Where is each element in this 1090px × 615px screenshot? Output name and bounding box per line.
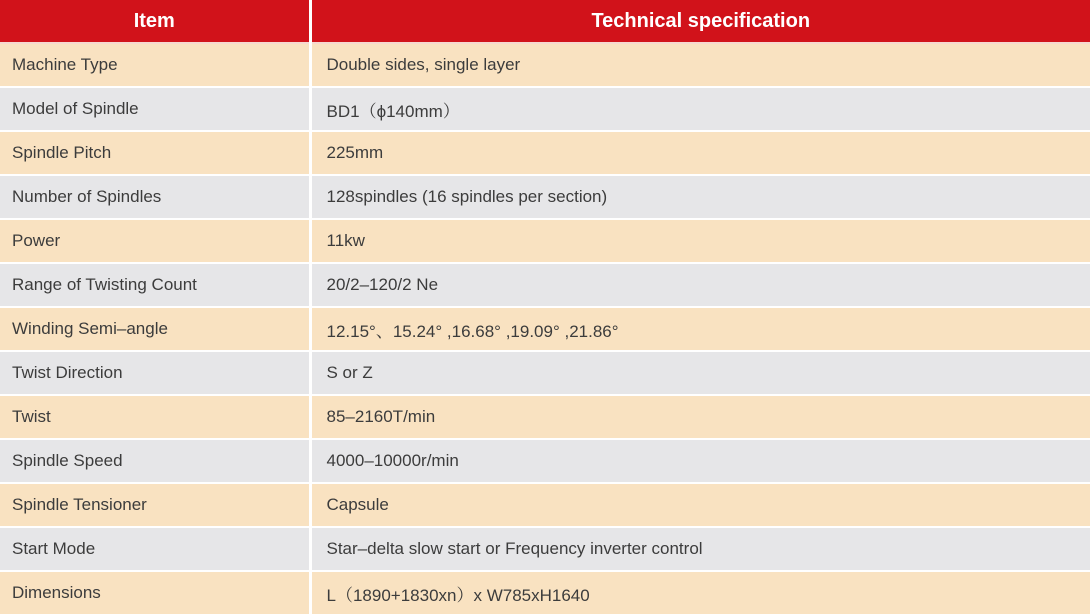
- table-row: [0, 527, 1090, 571]
- table-row: [0, 175, 1090, 219]
- spec-cell: 11kw: [310, 219, 1090, 263]
- table-body: [0, 43, 1090, 614]
- table-row: [0, 131, 1090, 175]
- spec-cell: Star–delta slow start or Frequency inverter control: [310, 527, 1090, 571]
- table-row: [0, 263, 1090, 307]
- item-cell: Twist Direction: [0, 351, 310, 395]
- spec-cell: 85–2160T/min: [310, 395, 1090, 439]
- table-row: [0, 219, 1090, 263]
- item-cell: Model of Spindle: [0, 87, 310, 131]
- table-header: [0, 0, 1090, 43]
- spec-cell: Capsule: [310, 483, 1090, 527]
- item-cell: Spindle Tensioner: [0, 483, 310, 527]
- spec-cell: L（1890+1830xn）x W785xH1640: [310, 571, 1090, 614]
- spec-cell: Double sides, single layer: [310, 43, 1090, 87]
- item-cell: Twist: [0, 395, 310, 439]
- spec-cell: BD1（ϕ140mm）: [310, 87, 1090, 131]
- table-row: [0, 439, 1090, 483]
- item-cell: Start Mode: [0, 527, 310, 571]
- spec-cell: S or Z: [310, 351, 1090, 395]
- column-header-item: Item: [0, 0, 310, 43]
- table-row: [0, 307, 1090, 351]
- spec-cell: 4000–10000r/min: [310, 439, 1090, 483]
- item-cell: Spindle Pitch: [0, 131, 310, 175]
- item-cell: Dimensions: [0, 571, 310, 614]
- item-cell: Range of Twisting Count: [0, 263, 310, 307]
- table-row: [0, 351, 1090, 395]
- spec-cell: 20/2–120/2 Ne: [310, 263, 1090, 307]
- item-cell: Number of Spindles: [0, 175, 310, 219]
- item-cell: Power: [0, 219, 310, 263]
- column-header-technical-specification: Technical specification: [310, 0, 1090, 43]
- table-row: [0, 43, 1090, 87]
- table-row: [0, 395, 1090, 439]
- table-row: [0, 87, 1090, 131]
- spec-cell: 12.15°、15.24° ,16.68° ,19.09° ,21.86°: [310, 307, 1090, 351]
- item-cell: Spindle Speed: [0, 439, 310, 483]
- spec-cell: 225mm: [310, 131, 1090, 175]
- item-cell: Machine Type: [0, 43, 310, 87]
- item-cell: Winding Semi–angle: [0, 307, 310, 351]
- table-row: [0, 571, 1090, 614]
- header-row: [0, 0, 1090, 43]
- spec-cell: 128spindles (16 spindles per section): [310, 175, 1090, 219]
- table-row: [0, 483, 1090, 527]
